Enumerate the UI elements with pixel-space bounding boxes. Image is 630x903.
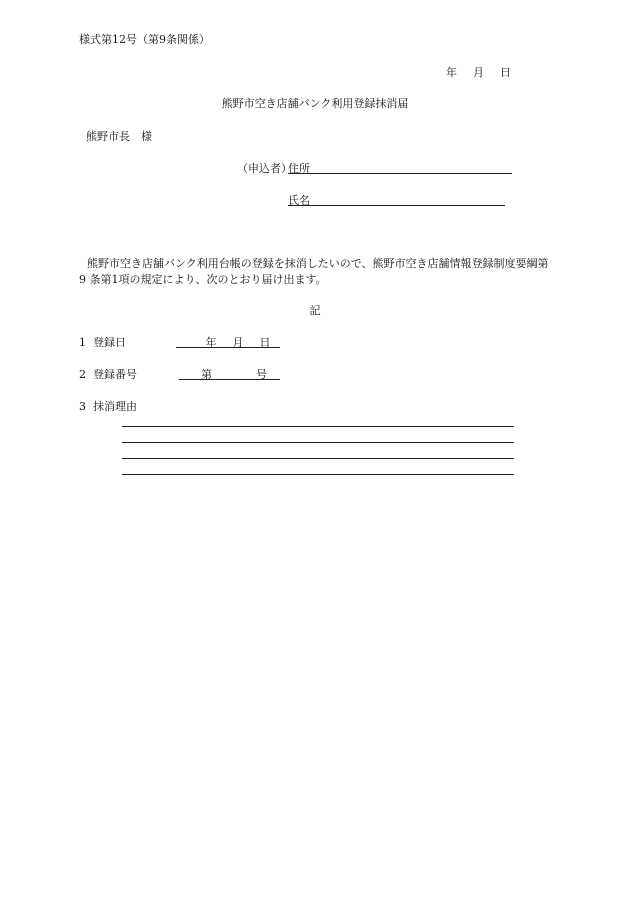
item-number: 1: [79, 336, 86, 349]
date-year: 年: [446, 66, 457, 79]
name-label: 氏名: [288, 194, 310, 207]
applicant-label: （申込者）: [237, 162, 292, 175]
date-day: 日: [500, 66, 511, 79]
document-title: 熊野市空き店舗バンク利用登録抹消届: [221, 97, 409, 110]
reason-line-2[interactable]: [122, 442, 514, 443]
date-month: 月: [473, 66, 484, 79]
item-number: 2: [79, 368, 86, 381]
item-cancellation-reason: [79, 400, 137, 414]
reason-line-4[interactable]: [122, 474, 514, 475]
name-field-line[interactable]: [288, 205, 505, 206]
reg-date-year: 年: [205, 336, 217, 349]
reg-number-prefix: 第: [201, 368, 212, 381]
item-registration-date: [79, 336, 126, 350]
address-label: 住所: [288, 162, 310, 175]
reg-number-suffix: 号: [256, 368, 267, 381]
registration-date-line: [176, 347, 280, 348]
ki-heading: 記: [309, 304, 321, 317]
reason-line-1[interactable]: [122, 426, 514, 427]
item-number: 3: [79, 400, 86, 413]
body-text: 熊野市空き店舗バンク利用台帳の登録を抹消したいので、熊野市空き店舗情報登録制度要綱第 9 条第1項の規定により、次のとおり届け出ます。: [79, 257, 549, 286]
address-field-line[interactable]: [288, 173, 512, 174]
form-number: 様式第12号（第9条関係）: [79, 33, 210, 46]
item-label: 登録日: [93, 336, 126, 349]
reg-date-day: 日: [259, 336, 271, 349]
reg-date-month: 月: [232, 336, 244, 349]
registration-number-line: [179, 379, 280, 380]
submission-date: [446, 66, 511, 80]
item-label: 登録番号: [93, 368, 137, 381]
addressee: 熊野市長 様: [86, 130, 152, 143]
item-registration-number: [79, 368, 137, 382]
reason-line-3[interactable]: [122, 458, 514, 459]
item-label: 抹消理由: [93, 400, 137, 413]
